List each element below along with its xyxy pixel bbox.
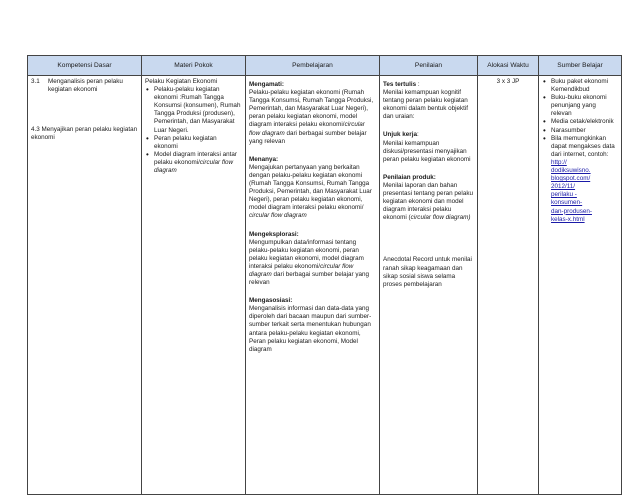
header-pembelajaran: Pembelajaran [246,56,380,76]
list-item [542,94,618,118]
penilaian-text [383,182,474,222]
list-item [542,78,618,94]
sumber-link-line: blogspot.com/ [551,175,591,183]
pembelajaran-text [249,164,376,221]
list-item: • Model diagram interaksi antar pelaku ekonomi/circular flow diagram [145,151,242,175]
penilaian-heading: Tes tertulis [383,81,417,88]
materi-list [145,86,242,175]
penilaian-heading: Unjuk kerja [383,131,417,139]
cell-penilaian [380,76,478,495]
list-item: • Pelaku-pelaku kegiatan ekonomi :Rumah Tangga Konsumsi (konsumen), Rumah Tangga Produksi (produsen), Pemerintah, dan Masyarakat Luar Negeri. [145,86,242,135]
penilaian-text-main: Menilai laporan dan bahan presentasi tentang peran pelaku kegiatan ekonomi dan model diagram interaksi pelaku ekonomi ( [383,181,473,222]
penilaian-text [383,140,474,164]
sumber-list [542,78,618,224]
sumber-link-line: kelas-x.html [551,215,585,223]
sumber-link-line: dan-produsen- [551,207,592,215]
pembelajaran-text-main: Mengumpulkan data/informasi tentang pelaku-pelaku kegiatan ekonomi, peran pelaku kegiatan ekonomi, model diagram interaksi pelaku ekonomi/ [249,238,364,270]
sumber-link-line: konsumen- [551,199,583,207]
kd-number: 3.1 [31,78,40,85]
pembelajaran-text-italic: circular flow diagram [249,262,354,278]
sumber-item-text: Narasumber [551,126,586,134]
kd-item [31,78,138,94]
cell-materi-pokok [142,76,246,495]
penilaian-text-italic: circular flow diagram) [410,214,471,222]
pembelajaran-block [249,81,376,146]
penilaian-heading: Penilaian produk: [383,173,436,181]
table-row [28,76,622,495]
penilaian-heading-suffix: : [416,81,420,88]
list-item [542,127,618,135]
pembelajaran-text [249,239,376,288]
pembelajaran-heading: Mengeksplorasi: [249,230,299,238]
sumber-item-text: Buku paket ekonomi Kemendikbud [551,78,609,94]
pembelajaran-heading: Mengamati: [249,81,284,88]
pembelajaran-text-main: Pelaku-pelaku kegiatan ekonomi (Rumah Tangga Konsumsi, Rumah Tangga Produksi, Pemerintah, dan Masyarakat Luar Negeri), peran pelaku kegiatan ekonomi, model diagram interaksi pelaku ekonomi/ [249,89,374,129]
cell-pembelajaran [246,76,380,495]
kd-text: Menyajikan peran pelaku kegiatan ekonomi [31,126,138,142]
sumber-link[interactable] [551,159,618,224]
list-item [542,118,618,126]
header-penilaian: Penilaian [380,56,478,76]
pembelajaran-text-italic: circular flow diagram [249,121,365,137]
sumber-link-line: 2012/11/ [551,183,576,191]
penilaian-block [383,174,474,223]
penilaian-text-main: Menilai kemampuan kognitif tentang peran pelaku kegiatan ekonomi dalam bentuk objektif dan uraian: [383,89,469,121]
penilaian-block [383,256,474,288]
header-sumber-belajar: Sumber Belajar [539,56,622,76]
penilaian-block [383,131,474,163]
penilaian-heading-line [383,131,474,139]
pembelajaran-text-main: Menganalisis informasi dan data-data yang diperoleh dari bacaan maupun dari sumber-sumber terkait serta menentukan hubungan antara pelaku-pelaku kegiatan ekonomi, Peran pelaku kegiatan ekonomi, Model diagram [249,305,372,353]
penilaian-heading-suffix: : [416,131,419,139]
pembelajaran-block [249,156,376,221]
pembelajaran-text-italic: circular flow diagram [249,212,307,220]
materi-title: Pelaku Kegiatan Ekonomi [145,78,218,85]
cell-sumber-belajar [539,76,622,495]
pembelajaran-text [249,89,376,146]
list-item: • Peran pelaku kegiatan ekonomi [145,135,242,151]
cell-alokasi-waktu [478,76,539,495]
sumber-link-line: perilaku - [551,191,577,199]
pembelajaran-text-main: Mengajukan pertanyaan yang berkaitan dengan pelaku-pelaku kegiatan ekonomi (Rumah Tangga Konsumsi, Rumah Tangga Produksi, Pemerintah, dan Masyarakat Luar Negeri), peran pelaku kegiatan ekonomi, model diagram interaksi pelaku ekonomi/ [249,163,372,212]
syllabus-table [27,55,622,495]
cell-kompetensi-dasar [28,76,142,495]
sumber-item-text: Bila memungkinkan dapat mengakses data dari internet, contoh: [551,134,615,158]
penilaian-text [383,256,474,288]
alokasi-waktu-value: 3 x 3 JP [496,78,520,85]
penilaian-text [383,89,474,121]
penilaian-block [383,81,474,121]
header-alokasi-waktu: Alokasi Waktu [478,56,539,76]
sumber-link-line: http:// [551,158,567,166]
sumber-item-text: Buku-buku ekonomi penunjang yang relevan [551,94,607,118]
penilaian-text-main: Menilai kemampuan diskusi/presentasi menyajikan peran pelaku kegiatan ekonomi [383,139,471,163]
list-item [542,135,618,224]
kd-item [31,126,138,142]
pembelajaran-text-tail: dari berbagai sumber belajar yang relevan [249,129,367,145]
penilaian-text-main: Anecdotal Record untuk menilai ranah sikap keagamaan dan sikap sosial siswa selama proses pembelajaran [383,256,472,288]
sumber-link-line: dodiksuwisno. [551,167,591,175]
sumber-item-text: Media cetak/elektronik [551,118,614,126]
pembelajaran-heading: Menanya: [249,155,279,163]
pembelajaran-heading: Mengasosiasi: [249,297,293,305]
pembelajaran-text-tail: dari berbagai sumber belajar yang relevan [249,270,370,287]
penilaian-heading-line [383,81,474,89]
penilaian-heading-line [383,174,474,182]
pembelajaran-block [249,297,376,354]
table-header-row [28,56,622,76]
kd-text: Menganalisis peran pelaku kegiatan ekonomi [48,78,123,94]
pembelajaran-text [249,305,376,354]
kd-number: 4.3 [31,126,40,134]
pembelajaran-block [249,231,376,288]
header-kompetensi-dasar: Kompetensi Dasar [28,56,142,76]
header-materi-pokok: Materi Pokok [142,56,246,76]
